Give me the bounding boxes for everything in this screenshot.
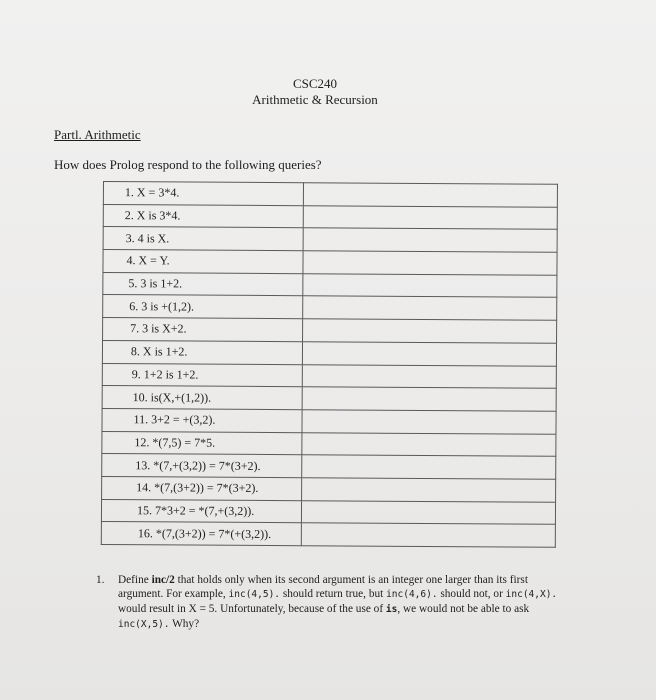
code-snippet: inc(4,5). — [228, 589, 281, 600]
query-row — [103, 227, 557, 252]
text-run: should not, or — [437, 588, 506, 600]
query-text: 9. 1+2 is 1+2. — [131, 367, 199, 382]
answer-cell[interactable] — [302, 387, 556, 411]
text-run: , we would not be able to ask — [397, 603, 530, 615]
query-row — [102, 340, 556, 365]
text-run: Define — [118, 574, 152, 586]
query-cell — [103, 227, 303, 251]
answer-cell[interactable] — [301, 455, 555, 479]
query-cell — [103, 204, 303, 228]
answer-cell[interactable] — [301, 478, 555, 502]
query-text: 10. is(X,+(1,2)). — [132, 389, 212, 405]
query-row — [103, 182, 557, 207]
answer-cell[interactable] — [301, 432, 555, 456]
query-cell — [101, 499, 301, 523]
query-text: 5. 3 is 1+2. — [128, 276, 183, 291]
query-cell — [103, 272, 303, 296]
query-row — [103, 250, 557, 275]
course-title: CSC240 — [292, 76, 338, 91]
answer-cell[interactable] — [303, 251, 557, 275]
exercise-text — [118, 573, 566, 632]
query-row — [101, 499, 555, 524]
answer-cell[interactable] — [303, 183, 557, 207]
query-text: 16. *(7,(3+2)) = 7*(+(3,2)). — [137, 525, 272, 541]
query-row — [102, 476, 556, 501]
exercise-number: 1. — [96, 574, 105, 586]
query-text: 7. 3 is X+2. — [130, 321, 187, 336]
query-text: 11. 3+2 = +(3,2). — [133, 412, 216, 427]
query-text: 12. *(7,5) = 7*5. — [134, 435, 216, 450]
query-text: 14. *(7,(3+2)) = 7*(3+2). — [136, 480, 259, 496]
query-text: 15. 7*3+2 = *(7,+(3,2)). — [136, 503, 255, 518]
answer-cell[interactable] — [302, 364, 556, 388]
answer-cell[interactable] — [301, 523, 555, 547]
query-text: 3. 4 is X. — [125, 230, 170, 246]
section-heading: Partl. Arithmetic — [54, 127, 141, 142]
query-cell — [102, 340, 302, 364]
query-row — [103, 295, 557, 320]
query-row — [103, 272, 557, 297]
query-cell — [102, 431, 302, 455]
answer-cell[interactable] — [301, 500, 555, 524]
query-cell — [103, 295, 303, 319]
question-prompt: How does Prolog respond to the following queries? — [54, 157, 322, 172]
query-cell — [101, 522, 301, 546]
query-row — [103, 318, 557, 343]
text-run: Why? — [169, 618, 200, 630]
answer-cell[interactable] — [303, 228, 557, 252]
document-subtitle: Arithmetic & Recursion — [252, 92, 378, 107]
query-cell — [102, 386, 302, 410]
query-cell — [102, 476, 302, 500]
answer-cell[interactable] — [302, 319, 556, 343]
query-text: 8. X is 1+2. — [130, 344, 188, 359]
query-row — [103, 204, 557, 229]
answer-cell[interactable] — [302, 296, 556, 320]
query-row — [102, 454, 556, 479]
code-snippet: is — [385, 604, 398, 615]
predicate-name: inc/2 — [151, 574, 175, 586]
code-snippet: inc(4,6). — [386, 589, 438, 600]
text-run: would result in X = 5. Unfortunately, because of the use of — [118, 603, 386, 615]
query-text: 4. X = Y. — [126, 253, 170, 268]
query-row — [101, 522, 555, 547]
query-text: 1. X = 3*4. — [124, 185, 180, 200]
query-row — [102, 408, 556, 433]
text-run: that holds only when its second argument is an integer one larger than its first argument. For example, — [118, 574, 528, 600]
code-snippet: inc(X,5). — [118, 619, 170, 630]
text-run: should return true, but — [280, 588, 387, 600]
query-table — [101, 181, 558, 548]
query-row — [102, 431, 556, 456]
query-text: 13. *(7,+(3,2)) = 7*(3+2). — [135, 457, 261, 473]
query-row — [102, 363, 556, 388]
query-cell — [103, 182, 303, 206]
query-cell — [103, 318, 303, 342]
query-cell — [102, 408, 302, 432]
answer-cell[interactable] — [302, 342, 556, 366]
exercise-1 — [96, 573, 566, 632]
query-cell — [102, 363, 302, 387]
code-snippet: inc(4,X). — [505, 589, 558, 600]
query-cell — [102, 454, 302, 478]
query-text: 6. 3 is +(1,2). — [129, 298, 195, 314]
query-row — [102, 386, 556, 411]
answer-cell[interactable] — [302, 410, 556, 434]
answer-cell[interactable] — [303, 205, 557, 229]
query-cell — [103, 250, 303, 274]
answer-cell[interactable] — [302, 273, 556, 297]
query-text: 2. X is 3*4. — [124, 208, 181, 223]
